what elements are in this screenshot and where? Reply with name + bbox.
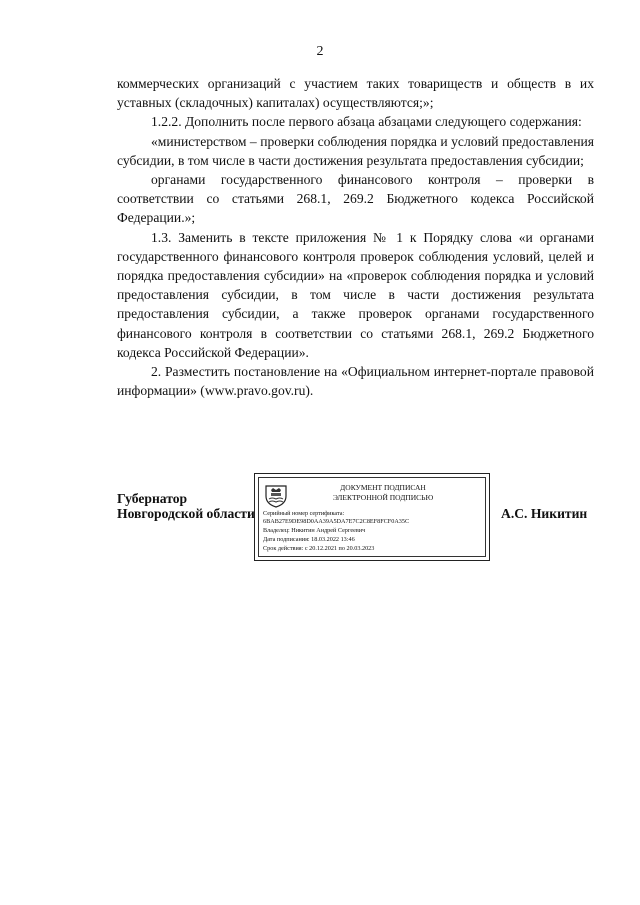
paragraph-continuation: коммерческих организаций с участием таких товариществ и обществ в их уставных (складочных) капиталах) осуществляются;»; [117, 76, 594, 111]
signer-title-line-2: Новгородской области [117, 506, 255, 521]
signing-date: Дата подписания: 18.03.2022 13:46 [263, 536, 355, 543]
paragraph-1-3: 1.3. Заменить в тексте приложения № 1 к Порядку слова «и органами государственного финансового контроля проверок соблюдения условий, целей и порядка предоставления субсидии» на «проверок соблюдения порядка и условий предоставления субсидии, в том числе в части достижения результата предоставления субсидии, а также проверок органами государственного финансового контроля в соответствии со статьями 268.1, 269.2 Бюджетного кодекса Российской Федерации». [117, 229, 594, 360]
certificate-validity: Срок действия: с 20.12.2021 по 20.03.2023 [263, 545, 375, 552]
electronic-signature-stamp [254, 473, 490, 561]
paragraph-ministry-checks: «министерством – проверки соблюдения порядка и условий предоставления субсидии, в том числе в части достижения результата предоставления субсидии; [117, 133, 594, 168]
document-body [117, 74, 594, 400]
novgorod-coat-of-arms-icon [263, 482, 289, 508]
stamp-inner-frame [258, 477, 486, 557]
paragraph-financial-control: органами государственного финансового контроля – проверки в соответствии со статьями 268.1, 269.2 Бюджетного кодекса Российской Федерации.»; [117, 172, 594, 226]
paragraph-1-2-2: 1.2.2. Дополнить после первого абзаца абзацами следующего содержания: [151, 114, 582, 130]
stamp-header-line-1: ДОКУМЕНТ ПОДПИСАН [340, 483, 426, 492]
signer-title-line-1: Губернатор [117, 491, 188, 506]
paragraph-2: 2. Разместить постановление на «Официальном интернет-портале правовой информации» (www.pravo.gov.ru). [117, 364, 594, 399]
stamp-header-line-2: ЭЛЕКТРОННОЙ ПОДПИСЬЮ [332, 493, 434, 502]
signer-title [117, 491, 255, 521]
signer-name: А.С. Никитин [501, 506, 588, 521]
certificate-serial-label: Серийный номер сертификата: [263, 510, 345, 517]
certificate-serial-value: 6BAB27E9DE98D0AA39A5DA7E7C2C8EF8FCF0A35C [263, 518, 410, 525]
page-number: 2 [316, 44, 324, 59]
stamp-header [293, 483, 473, 503]
certificate-owner: Владелец: Никитин Андрей Сергеевич [263, 527, 366, 534]
signature-block [0, 471, 640, 571]
